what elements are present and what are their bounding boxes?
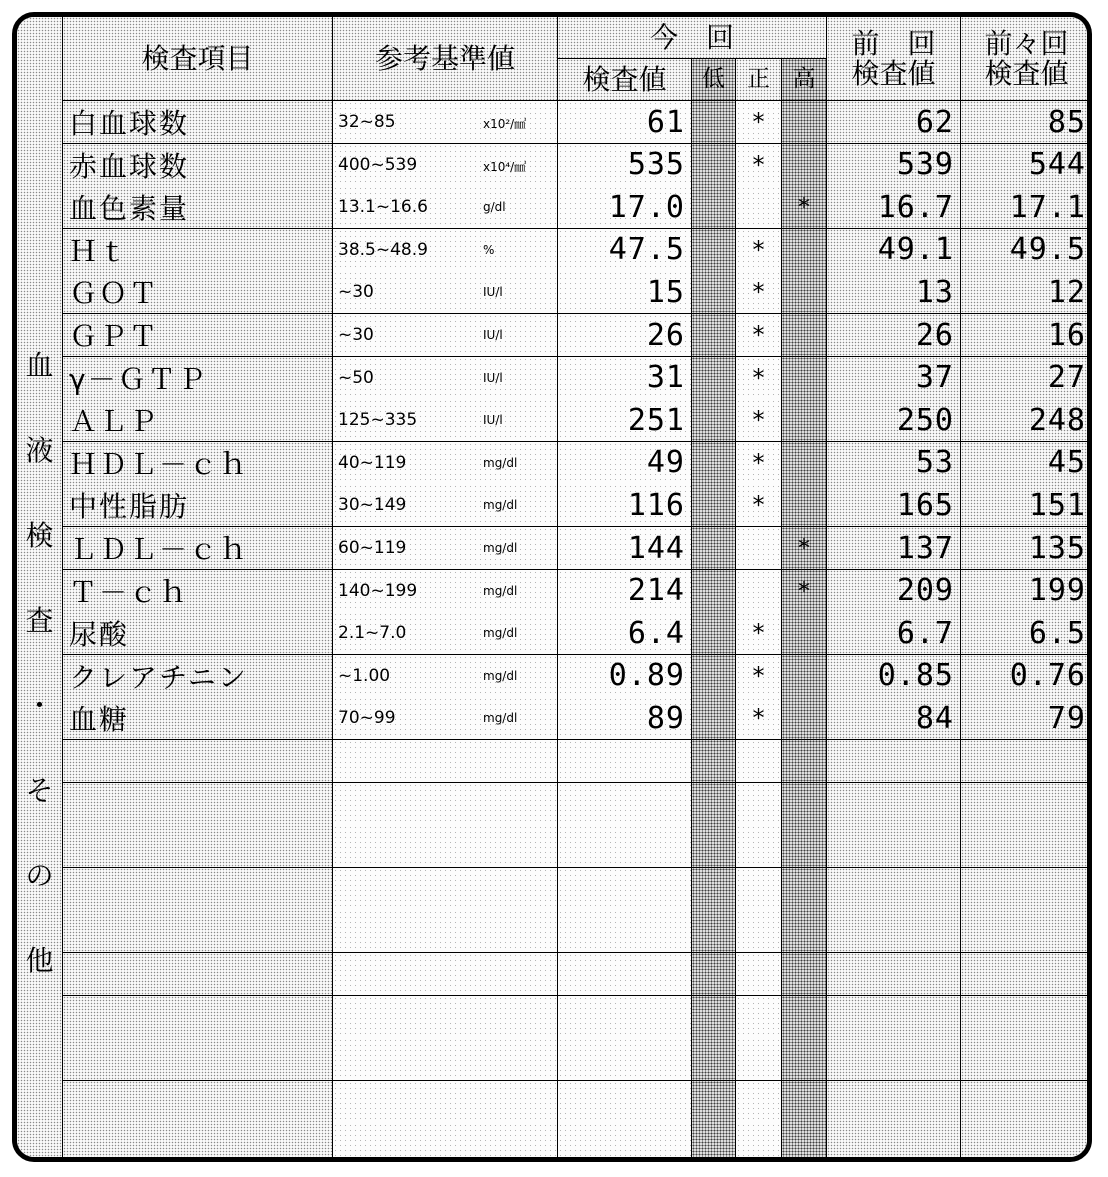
table-row bbox=[63, 697, 1092, 740]
cell-unit: mg/dl bbox=[483, 626, 518, 641]
cell-normal: * bbox=[736, 229, 782, 271]
cell-prev2 bbox=[961, 996, 1092, 1038]
side-label-char: 血 bbox=[25, 349, 54, 382]
table-row bbox=[63, 1081, 1092, 1124]
cell-prev2: 199 bbox=[961, 570, 1092, 612]
cell-normal: * bbox=[736, 612, 782, 654]
cell-value: 89 bbox=[558, 697, 692, 739]
cell-prev2: 17.1 bbox=[961, 186, 1092, 228]
cell-value bbox=[558, 825, 692, 867]
cell-ref bbox=[333, 1038, 558, 1080]
cell-ref: 2.1~7.0 bbox=[333, 612, 558, 654]
cell-value: 61 bbox=[558, 101, 692, 143]
cell-prev: 37 bbox=[827, 357, 961, 399]
cell-normal bbox=[736, 783, 782, 825]
cell-high bbox=[782, 868, 827, 910]
cell-ref: 125~335 bbox=[333, 399, 558, 441]
cell-item bbox=[63, 783, 333, 825]
cell-normal bbox=[736, 527, 782, 569]
cell-high bbox=[782, 825, 827, 867]
table-row bbox=[63, 910, 1092, 953]
cell-high bbox=[782, 101, 827, 143]
cell-prev2: 0.76 bbox=[961, 655, 1092, 697]
cell-high bbox=[782, 612, 827, 654]
cell-ref bbox=[333, 740, 558, 782]
table-row bbox=[63, 484, 1092, 527]
cell-low bbox=[692, 825, 736, 867]
cell-prev: 26 bbox=[827, 314, 961, 356]
cell-high bbox=[782, 783, 827, 825]
cell-prev: 16.7 bbox=[827, 186, 961, 228]
table-row bbox=[63, 996, 1092, 1039]
cell-ref: 32~85 bbox=[333, 101, 558, 143]
table-row bbox=[63, 612, 1092, 655]
cell-item: Ｈｔ bbox=[63, 229, 333, 271]
cell-item bbox=[63, 740, 333, 782]
cell-prev: 0.85 bbox=[827, 655, 961, 697]
cell-low bbox=[692, 442, 736, 484]
cell-low bbox=[692, 101, 736, 143]
cell-ref: 38.5~48.9 bbox=[333, 229, 558, 271]
cell-low bbox=[692, 655, 736, 697]
cell-low bbox=[692, 740, 736, 782]
cell-low bbox=[692, 570, 736, 612]
side-label-char: ・ bbox=[25, 689, 54, 722]
cell-value bbox=[558, 1038, 692, 1080]
header-current-value: 検査値 bbox=[558, 59, 692, 101]
cell-unit: IU/l bbox=[483, 328, 503, 342]
cell-ref: 60~119 bbox=[333, 527, 558, 569]
cell-ref bbox=[333, 1123, 558, 1162]
table-row bbox=[63, 144, 1092, 187]
cell-high: * bbox=[782, 570, 827, 612]
cell-high bbox=[782, 271, 827, 313]
table-row bbox=[63, 101, 1092, 144]
cell-ref bbox=[333, 868, 558, 910]
header-current: 今 回 bbox=[558, 17, 827, 59]
cell-item: ＨＤＬ－ｃｈ bbox=[63, 442, 333, 484]
table-row bbox=[63, 527, 1092, 570]
table-row bbox=[63, 825, 1092, 868]
cell-value bbox=[558, 740, 692, 782]
cell-prev2: 45 bbox=[961, 442, 1092, 484]
cell-unit: mg/dl bbox=[483, 455, 518, 470]
cell-unit: % bbox=[483, 242, 495, 257]
cell-value: 15 bbox=[558, 271, 692, 313]
cell-prev2 bbox=[961, 1123, 1092, 1162]
header-before-previous: 前々回 検査値 bbox=[961, 17, 1092, 101]
cell-value bbox=[558, 1081, 692, 1123]
cell-unit: mg/dl bbox=[483, 498, 518, 513]
table-row bbox=[63, 570, 1092, 613]
cell-low bbox=[692, 399, 736, 441]
header-low: 低 bbox=[692, 59, 736, 101]
cell-prev: 84 bbox=[827, 697, 961, 739]
cell-prev bbox=[827, 740, 961, 782]
cell-item: 血糖 bbox=[63, 697, 333, 739]
cell-item: 中性脂肪 bbox=[63, 484, 333, 526]
cell-prev2: 135 bbox=[961, 527, 1092, 569]
cell-normal bbox=[736, 996, 782, 1038]
table-row bbox=[63, 740, 1092, 783]
table-row bbox=[63, 1123, 1092, 1162]
cell-item: γ－ＧＴＰ bbox=[63, 357, 333, 399]
cell-value: 251 bbox=[558, 399, 692, 441]
cell-low bbox=[692, 271, 736, 313]
cell-high bbox=[782, 655, 827, 697]
cell-normal bbox=[736, 825, 782, 867]
header-normal: 正 bbox=[736, 59, 782, 101]
cell-high bbox=[782, 1081, 827, 1123]
cell-unit: IU/l bbox=[483, 285, 503, 300]
cell-item: Ｔ－ｃｈ bbox=[63, 570, 333, 612]
cell-normal bbox=[736, 740, 782, 782]
cell-prev bbox=[827, 783, 961, 825]
cell-low bbox=[692, 527, 736, 569]
cell-prev2 bbox=[961, 1081, 1092, 1123]
cell-normal: * bbox=[736, 101, 782, 143]
cell-low bbox=[692, 1123, 736, 1162]
cell-low bbox=[692, 186, 736, 228]
side-label-char: 他 bbox=[25, 944, 54, 977]
cell-normal bbox=[736, 910, 782, 952]
cell-ref: 40~119 bbox=[333, 442, 558, 484]
cell-normal bbox=[736, 570, 782, 612]
cell-unit: IU/l bbox=[483, 370, 503, 385]
cell-prev bbox=[827, 910, 961, 952]
cell-ref bbox=[333, 996, 558, 1038]
cell-value: 47.5 bbox=[558, 229, 692, 271]
cell-low bbox=[692, 910, 736, 952]
header-previous: 前 回 検査値 bbox=[827, 17, 961, 101]
cell-high bbox=[782, 996, 827, 1038]
cell-high bbox=[782, 740, 827, 782]
cell-value bbox=[558, 996, 692, 1038]
cell-unit: mg/dl bbox=[483, 541, 518, 555]
cell-low bbox=[692, 996, 736, 1038]
cell-prev2: 248 bbox=[961, 399, 1092, 441]
cell-ref: ~30 bbox=[333, 314, 558, 356]
header-reference: 参考基準値 bbox=[333, 17, 558, 101]
cell-ref: 140~199 bbox=[333, 570, 558, 612]
cell-prev bbox=[827, 1038, 961, 1080]
cell-prev2 bbox=[961, 868, 1092, 910]
cell-low bbox=[692, 868, 736, 910]
cell-high: * bbox=[782, 527, 827, 569]
cell-ref: 70~99 bbox=[333, 697, 558, 739]
cell-value: 116 bbox=[558, 484, 692, 526]
cell-high bbox=[782, 484, 827, 526]
side-label-char: 査 bbox=[25, 604, 54, 637]
cell-low bbox=[692, 697, 736, 739]
cell-prev: 49.1 bbox=[827, 229, 961, 271]
cell-value: 535 bbox=[558, 144, 692, 186]
cell-prev2 bbox=[961, 783, 1092, 825]
cell-prev bbox=[827, 1081, 961, 1123]
cell-value: 0.89 bbox=[558, 655, 692, 697]
cell-prev2 bbox=[961, 910, 1092, 952]
cell-value bbox=[558, 1123, 692, 1162]
cell-prev: 165 bbox=[827, 484, 961, 526]
cell-ref: 13.1~16.6 bbox=[333, 186, 558, 228]
cell-prev2: 85 bbox=[961, 101, 1092, 143]
table-row bbox=[63, 314, 1092, 357]
cell-value: 31 bbox=[558, 357, 692, 399]
cell-item: ＧＰＴ bbox=[63, 314, 333, 356]
cell-ref bbox=[333, 783, 558, 825]
cell-prev2 bbox=[961, 740, 1092, 782]
cell-unit: mg/dl bbox=[483, 583, 518, 598]
cell-prev bbox=[827, 868, 961, 910]
cell-prev2: 16 bbox=[961, 314, 1092, 356]
cell-value bbox=[558, 783, 692, 825]
cell-prev: 13 bbox=[827, 271, 961, 313]
cell-item bbox=[63, 1123, 333, 1162]
cell-value: 17.0 bbox=[558, 186, 692, 228]
cell-normal: * bbox=[736, 357, 782, 399]
cell-normal: * bbox=[736, 144, 782, 186]
cell-unit: x10⁴/㎣ bbox=[483, 159, 527, 174]
cell-item bbox=[63, 953, 333, 995]
cell-low bbox=[692, 953, 736, 995]
cell-prev: 137 bbox=[827, 527, 961, 569]
cell-normal bbox=[736, 868, 782, 910]
cell-ref: ~30 bbox=[333, 271, 558, 313]
cell-high bbox=[782, 144, 827, 186]
header-high: 高 bbox=[782, 59, 827, 101]
cell-low bbox=[692, 357, 736, 399]
cell-value: 26 bbox=[558, 314, 692, 356]
cell-prev2: 544 bbox=[961, 144, 1092, 186]
cell-normal: * bbox=[736, 271, 782, 313]
cell-normal: * bbox=[736, 399, 782, 441]
cell-high bbox=[782, 1123, 827, 1162]
cell-prev bbox=[827, 953, 961, 995]
cell-item: クレアチニン bbox=[63, 655, 333, 697]
cell-item bbox=[63, 1038, 333, 1080]
cell-prev2 bbox=[961, 825, 1092, 867]
cell-item: 赤血球数 bbox=[63, 144, 333, 186]
cell-ref bbox=[333, 953, 558, 995]
table-row bbox=[63, 186, 1092, 229]
cell-low bbox=[692, 1038, 736, 1080]
cell-low bbox=[692, 144, 736, 186]
cell-value: 6.4 bbox=[558, 612, 692, 654]
cell-item bbox=[63, 1081, 333, 1123]
table-row bbox=[63, 357, 1092, 400]
cell-low bbox=[692, 229, 736, 271]
cell-prev2: 6.5 bbox=[961, 612, 1092, 654]
cell-normal: * bbox=[736, 697, 782, 739]
side-label-char: の bbox=[25, 859, 54, 892]
table-row bbox=[63, 953, 1092, 996]
cell-normal bbox=[736, 1123, 782, 1162]
table-row bbox=[63, 399, 1092, 442]
cell-normal bbox=[736, 1081, 782, 1123]
cell-high bbox=[782, 314, 827, 356]
cell-item bbox=[63, 825, 333, 867]
table-row bbox=[63, 271, 1092, 314]
cell-prev: 6.7 bbox=[827, 612, 961, 654]
cell-unit: mg/dl bbox=[483, 668, 518, 683]
cell-prev2: 79 bbox=[961, 697, 1092, 739]
cell-high bbox=[782, 229, 827, 271]
cell-low bbox=[692, 612, 736, 654]
cell-item bbox=[63, 996, 333, 1038]
cell-ref: ~1.00 bbox=[333, 655, 558, 697]
side-label-char: 液 bbox=[25, 434, 54, 467]
cell-high bbox=[782, 697, 827, 739]
cell-item: ＬＤＬ－ｃｈ bbox=[63, 527, 333, 569]
header-item: 検査項目 bbox=[63, 17, 333, 101]
cell-prev: 62 bbox=[827, 101, 961, 143]
cell-high: * bbox=[782, 186, 827, 228]
cell-value bbox=[558, 910, 692, 952]
side-label-char: そ bbox=[25, 774, 54, 807]
cell-unit: IU/l bbox=[483, 413, 503, 428]
cell-item bbox=[63, 868, 333, 910]
cell-high bbox=[782, 910, 827, 952]
cell-prev: 53 bbox=[827, 442, 961, 484]
cell-normal: * bbox=[736, 442, 782, 484]
cell-item: ＧＯＴ bbox=[63, 271, 333, 313]
cell-prev: 539 bbox=[827, 144, 961, 186]
table-row bbox=[63, 229, 1092, 272]
cell-value: 49 bbox=[558, 442, 692, 484]
side-label-char: 検 bbox=[25, 519, 54, 552]
cell-ref bbox=[333, 825, 558, 867]
cell-ref bbox=[333, 1081, 558, 1123]
cell-prev bbox=[827, 996, 961, 1038]
cell-high bbox=[782, 399, 827, 441]
cell-normal bbox=[736, 1038, 782, 1080]
cell-ref: 400~539 bbox=[333, 144, 558, 186]
cell-ref: ~50 bbox=[333, 357, 558, 399]
lab-results-sheet bbox=[12, 12, 1092, 1162]
cell-high bbox=[782, 442, 827, 484]
side-category-label bbox=[17, 17, 64, 1157]
cell-low bbox=[692, 314, 736, 356]
cell-prev: 250 bbox=[827, 399, 961, 441]
cell-normal bbox=[736, 953, 782, 995]
cell-item bbox=[63, 910, 333, 952]
cell-value bbox=[558, 868, 692, 910]
cell-low bbox=[692, 484, 736, 526]
cell-normal: * bbox=[736, 655, 782, 697]
cell-high bbox=[782, 1038, 827, 1080]
cell-prev2 bbox=[961, 1038, 1092, 1080]
cell-normal: * bbox=[736, 484, 782, 526]
cell-item: ＡＬＰ bbox=[63, 399, 333, 441]
cell-value: 214 bbox=[558, 570, 692, 612]
table-row bbox=[63, 655, 1092, 698]
table-row bbox=[63, 868, 1092, 911]
cell-low bbox=[692, 1081, 736, 1123]
cell-prev2 bbox=[961, 953, 1092, 995]
cell-low bbox=[692, 783, 736, 825]
cell-prev2: 27 bbox=[961, 357, 1092, 399]
cell-prev: 209 bbox=[827, 570, 961, 612]
cell-high bbox=[782, 953, 827, 995]
cell-unit: mg/dl bbox=[483, 711, 518, 726]
cell-unit: g/dl bbox=[483, 200, 506, 215]
cell-high bbox=[782, 357, 827, 399]
cell-prev2: 49.5 bbox=[961, 229, 1092, 271]
cell-item: 尿酸 bbox=[63, 612, 333, 654]
cell-prev bbox=[827, 825, 961, 867]
cell-unit: x10²/㎣ bbox=[483, 117, 527, 131]
cell-ref: 30~149 bbox=[333, 484, 558, 526]
cell-normal: * bbox=[736, 314, 782, 356]
cell-prev bbox=[827, 1123, 961, 1162]
cell-item: 白血球数 bbox=[63, 101, 333, 143]
cell-value: 144 bbox=[558, 527, 692, 569]
cell-normal bbox=[736, 186, 782, 228]
cell-ref bbox=[333, 910, 558, 952]
table-row bbox=[63, 1038, 1092, 1081]
cell-item: 血色素量 bbox=[63, 186, 333, 228]
cell-prev2: 12 bbox=[961, 271, 1092, 313]
table-row bbox=[63, 783, 1092, 826]
cell-value bbox=[558, 953, 692, 995]
table-row bbox=[63, 442, 1092, 485]
cell-prev2: 151 bbox=[961, 484, 1092, 526]
